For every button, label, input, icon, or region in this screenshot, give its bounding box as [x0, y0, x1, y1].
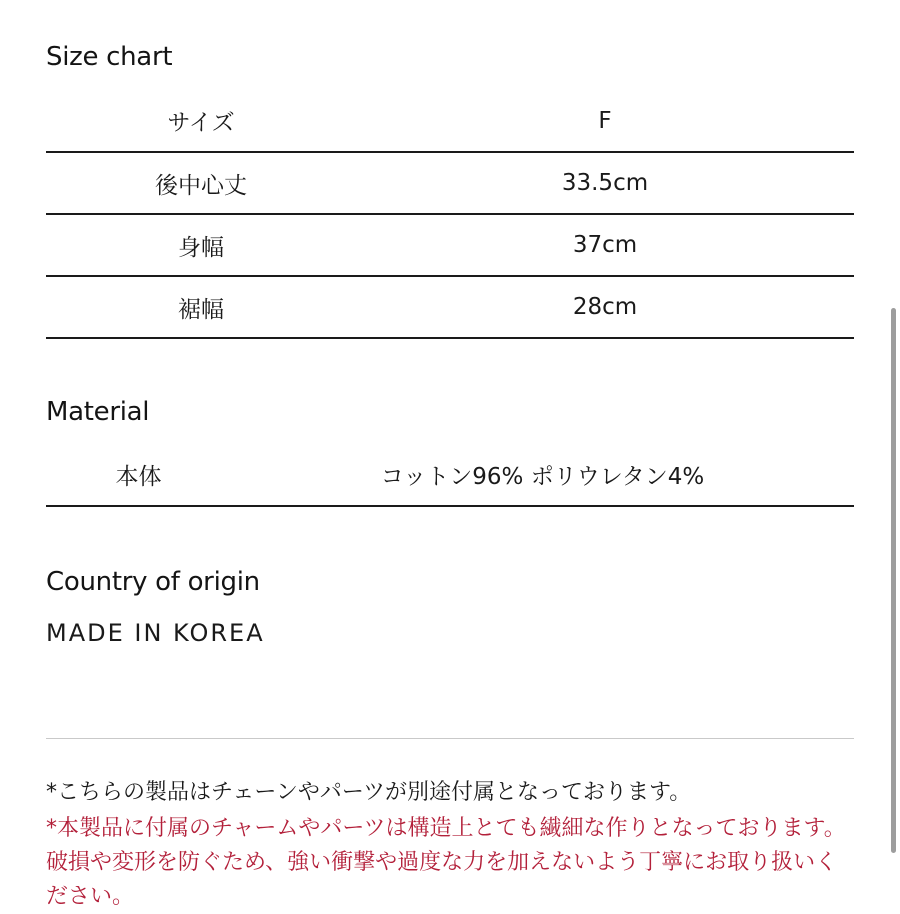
row-label: 後中心丈 [46, 152, 356, 214]
material-value: コットン96% ポリウレタン4% [231, 444, 854, 506]
size-chart-table [46, 90, 854, 339]
size-label: サイズ [46, 90, 356, 152]
material-table [46, 444, 854, 507]
row-value: 28cm [356, 276, 854, 338]
origin-value: MADE IN KOREA [46, 619, 265, 647]
scrollbar[interactable] [891, 308, 896, 853]
row-label: 身幅 [46, 214, 356, 276]
table-row [46, 152, 854, 214]
section-divider [46, 738, 854, 739]
material-title: Material [46, 397, 150, 427]
row-value: 33.5cm [356, 152, 854, 214]
material-label: 本体 [46, 444, 231, 506]
table-row [46, 276, 854, 338]
table-row [46, 444, 854, 506]
origin-title: Country of origin [46, 567, 260, 597]
size-value: F [356, 90, 854, 152]
row-label: 裾幅 [46, 276, 356, 338]
size-chart-title: Size chart [46, 42, 173, 72]
accessory-note: *こちらの製品はチェーンやパーツが別途付属となっております。 [46, 780, 692, 805]
row-value: 37cm [356, 214, 854, 276]
table-row [46, 214, 854, 276]
care-warning-note: *本製品に付属のチャームやパーツは構造上とても繊細な作りとなっております。破損や変形を防ぐため、強い衝撃や過度な力を加えないよう丁寧にお取り扱いください。 [46, 816, 846, 909]
table-header-row [46, 90, 854, 152]
